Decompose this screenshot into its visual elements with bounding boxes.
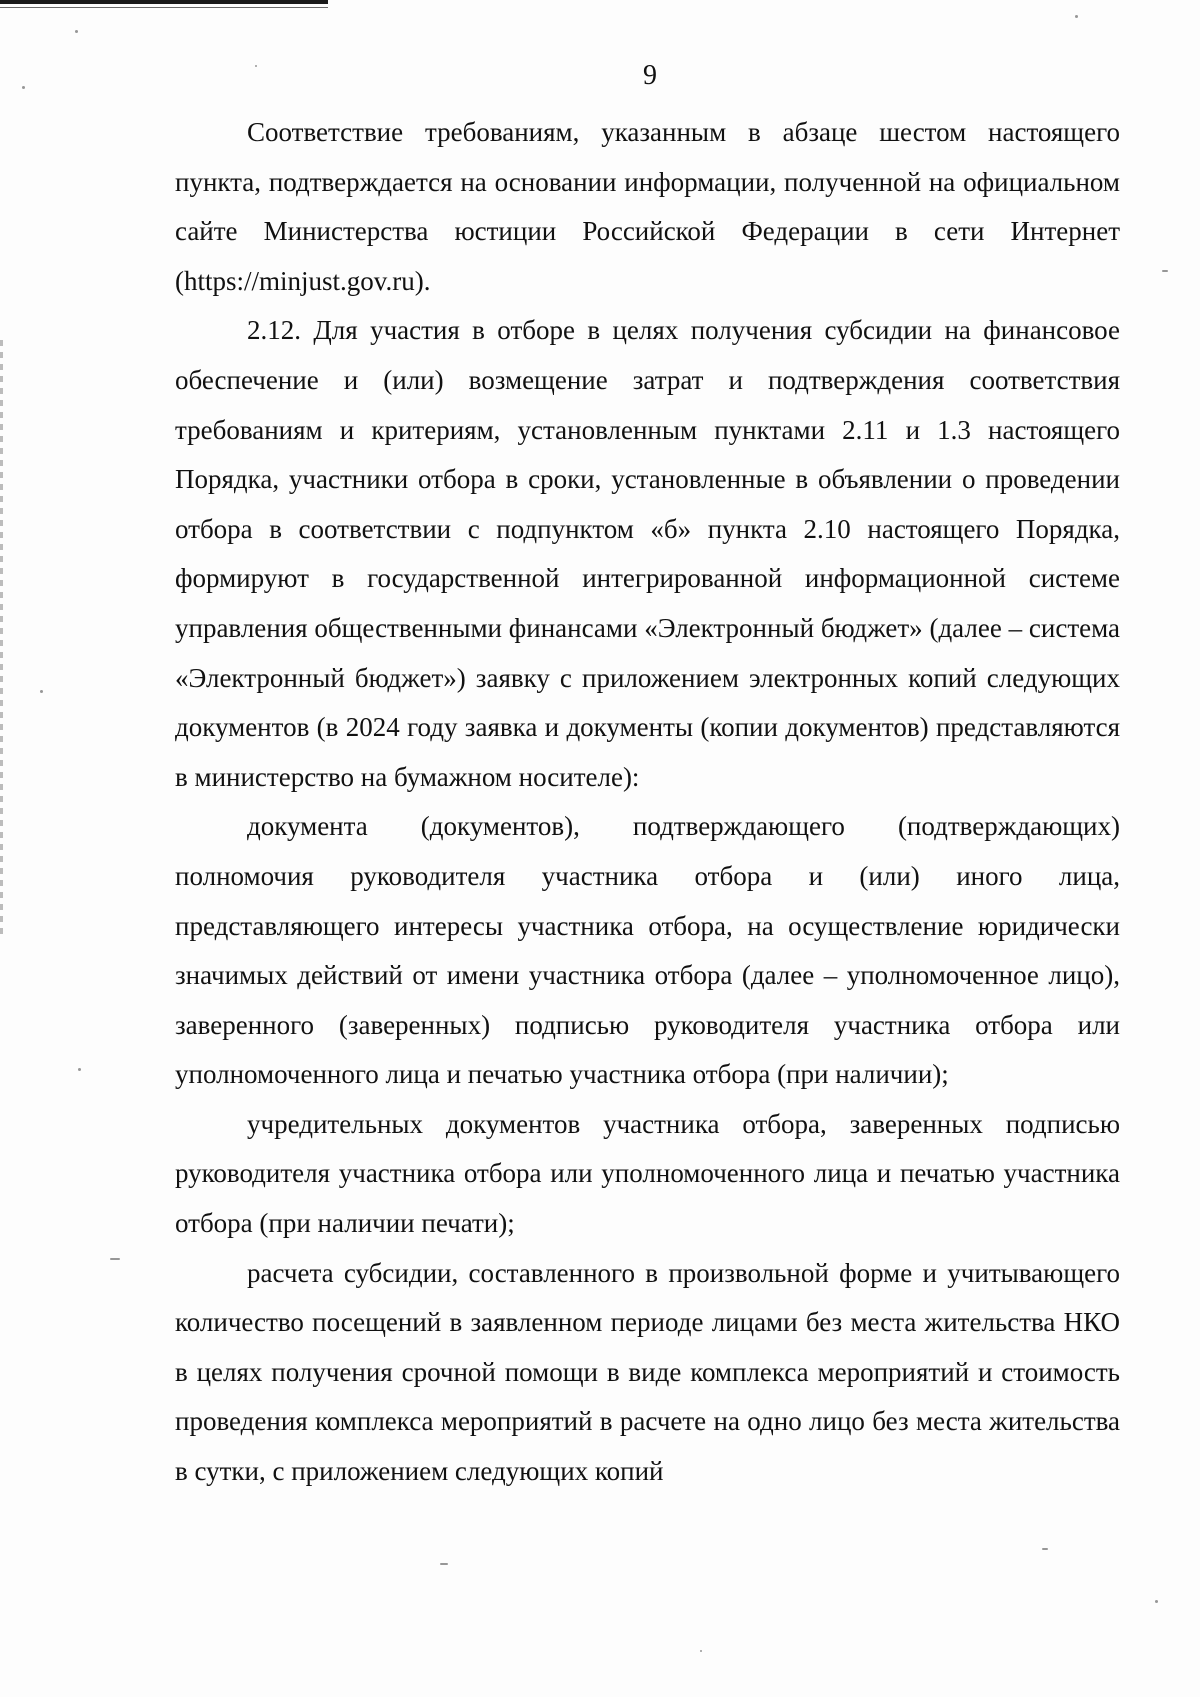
scan-speck [40,690,43,693]
scan-left-edge [0,340,3,940]
document-body [175,108,1120,1497]
scan-speck [1155,1600,1158,1603]
page-number: 9 [643,60,657,91]
scan-speck [75,30,78,33]
paragraph-2-12-application: 2.12. Для участия в отборе в целях получения субсидии на финансовое обеспечение и (или) возмещение затрат и подтверждения соответствия требованиям и критериям, установленным пунктами 2.11 и 1.3 настоящего Порядка, участники отбора в сроки, установленные в объявлении о проведении отбора в соответствии с подпунктом «б» пункта 2.10 настоящего Порядка, формируют в государственной интегрированной информационной системе управления общественными финансами «Электронный бюджет» (далее – система «Электронный бюджет») заявку с приложением электронных копий следующих документов (в 2024 году заявка и документы (копии документов) представляются в министерство на бумажном носителе): [175,315,1120,792]
paragraph-subsidy-calculation: расчета субсидии, составленного в произвольной форме и учитывающего количество посещений в заявленном периоде лицами без места жительства НКО в целях получения срочной помощи в виде комплекса мероприятий и стоимость проведения комплекса мероприятий в расчете на одно лицо без места жительства в сутки, с приложением следующих копий [175,1257,1120,1487]
scan-top-rule [0,0,328,4]
scan-top-rule-thin [0,7,328,8]
scan-speck [1162,270,1168,272]
scan-speck [1075,15,1078,18]
scan-speck [440,1563,448,1565]
scan-speck [110,1258,120,1260]
scan-speck [700,1650,702,1652]
paragraph-minjust-verification: Соответствие требованиям, указанным в абзаце шестом настоящего пункта, подтверждается на основании информации, полученной на официальном сайте Министерства юстиции Российской Федерации в сети Интернет (https://minjust.gov.ru). [175,117,1120,296]
paragraph-authority-documents: документа (документов), подтверждающего (подтверждающих) полномочия руководителя участника отбора и (или) иного лица, представляющего интересы участника отбора, на осуществление юридически значимых действий от имени участника отбора (далее – уполномоченное лицо), заверенного (заверенных) подписью руководителя участника отбора или уполномоченного лица и печатью участника отбора (при наличии); [175,811,1120,1090]
paragraph-founding-documents: учредительных документов участника отбора, заверенных подписью руководителя участника отбора или уполномоченного лица и печатью участника отбора (при наличии печати); [175,1108,1120,1239]
scan-speck [78,1068,81,1071]
scan-speck [1042,1548,1048,1550]
